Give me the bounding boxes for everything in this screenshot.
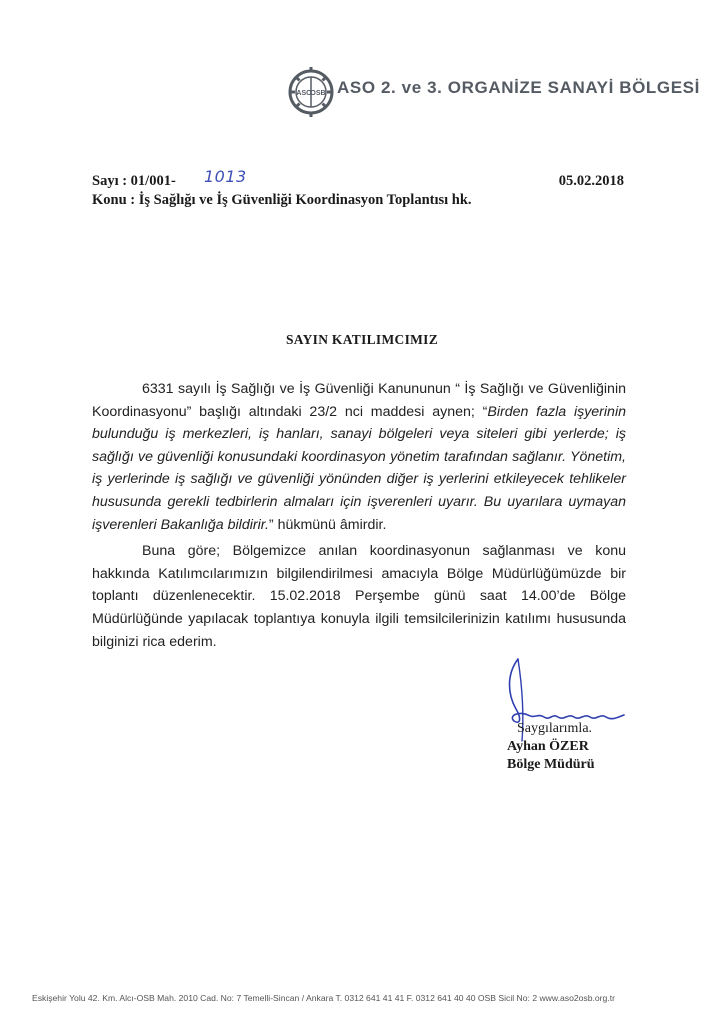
paragraph-1-outro: ” hükmünü âmirdir. bbox=[268, 516, 387, 533]
paragraph-1 bbox=[92, 378, 626, 536]
paragraph-1-intro: 6331 sayılı İş Sağlığı ve İş Güvenliği Kanununun “ İş Sağlığı ve Güvenliğinin Koordinasyonu” başlığı altındaki 23/2 nci maddesi aynen; “ bbox=[92, 381, 626, 420]
svg-text:OSB: OSB bbox=[310, 90, 326, 97]
letter-body bbox=[92, 378, 626, 657]
closing-greeting: Saygılarımla. bbox=[517, 721, 593, 736]
paragraph-1-quote: Birden fazla işyerinin bulunduğu iş merkezleri, iş hanları, sanayi bölgeleri veya siteleri gibi yerlerde; iş sağlığı ve güvenliği konusundaki koordinasyon yönetim tarafından sağlanır. Yönetim, iş yerlerinde iş sağlığı ve güvenliği yönünden diğer iş yerlerini etkileyecek tehlikeler hususunda gerekli tedbirlerin almaları için işverenleri uyarır. Bu uyarılara uymayan işverenleri Bakanlığa bildirir. bbox=[92, 403, 626, 533]
organization-name: ASO 2. ve 3. ORGANİZE SANAYİ BÖLGESİ bbox=[337, 78, 700, 97]
subject-line: Konu : İş Sağlığı ve İş Güvenliği Koordinasyon Toplantısı hk. bbox=[92, 192, 472, 208]
letterhead-logo bbox=[287, 64, 700, 120]
signer-title: Bölge Müdürü bbox=[507, 757, 595, 772]
signature-block bbox=[507, 720, 595, 774]
reference-row bbox=[92, 167, 632, 193]
aso-osb-emblem-icon bbox=[287, 64, 335, 120]
footer-contact-info: Eskişehir Yolu 42. Km. Alcı-OSB Mah. 2010 Cad. No: 7 Temelli-Sincan / Ankara T. 0312 641 41 41 F. 0312 641 40 40 OSB Sicil No: 2 www.aso2osb.org.tr bbox=[32, 993, 615, 1003]
paragraph-2: Buna göre; Bölgemizce anılan koordinasyonun sağlanması ve konu hakkında Katılımcılarımızın bilgilendirilmesi amacıyla Bölge Müdürlüğümüzde bir toplantı düzenlenecektir. 15.02.2018 Perşembe günü saat 14.00’de Bölge Müdürlüğünde yapılacak toplantıya konuyla ilgili temsilcilerinizin katılımı hususunda bilginizi rica ederim. bbox=[92, 543, 626, 650]
handwritten-reference-number: 1013 bbox=[204, 167, 247, 186]
letter-date: 05.02.2018 bbox=[558, 173, 624, 189]
signer-name: Ayhan ÖZER bbox=[507, 739, 589, 754]
salutation: SAYIN KATILIMCIMIZ bbox=[285, 332, 439, 347]
svg-text:ASO: ASO bbox=[296, 90, 312, 97]
reference-number-label: Sayı : 01/001- bbox=[92, 173, 176, 189]
